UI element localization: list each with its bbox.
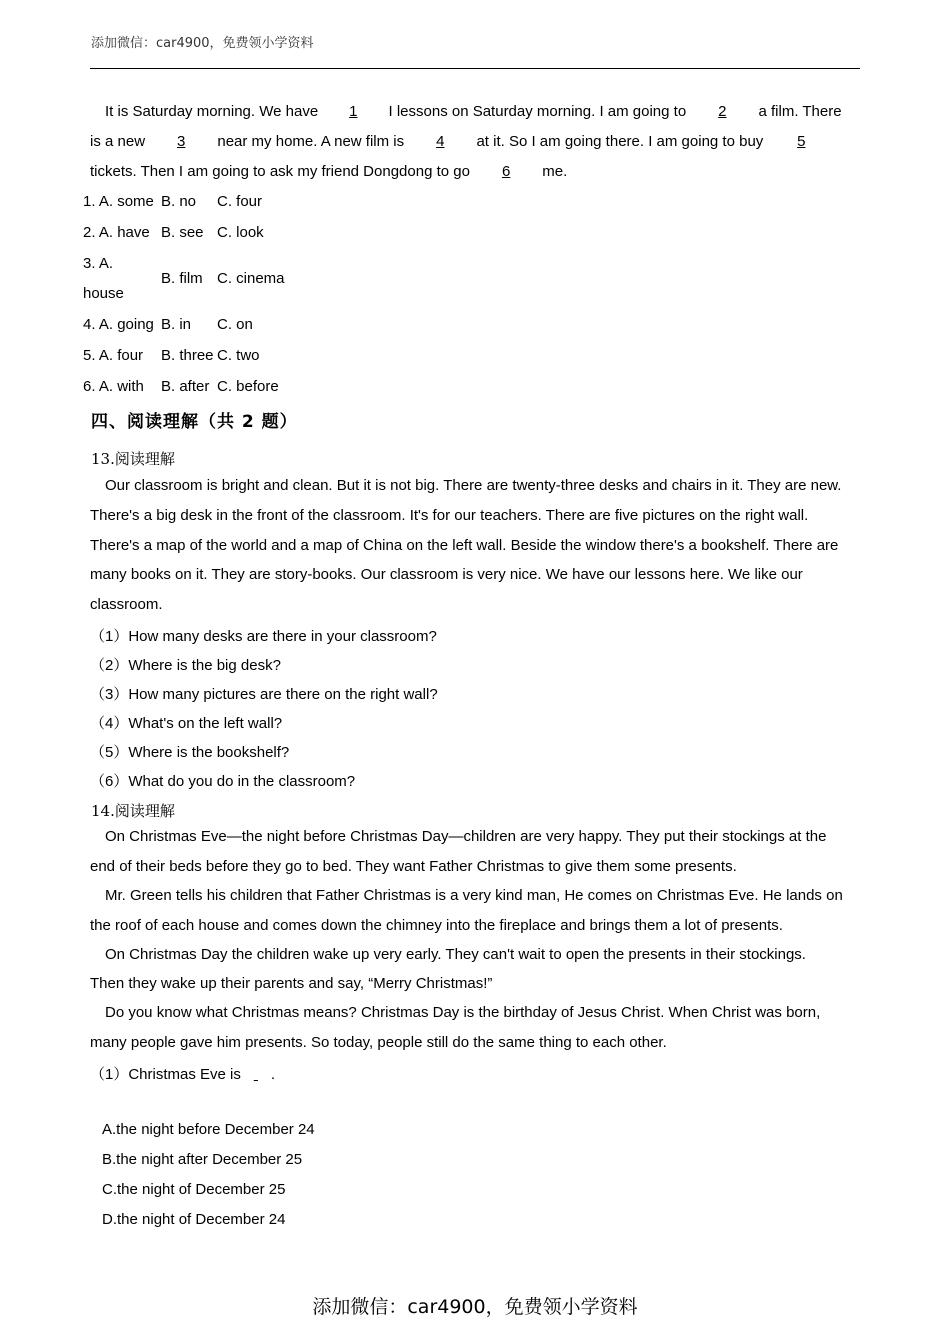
cloze-blank-3: 3 <box>177 133 186 150</box>
option-4-a: 4. A. going <box>83 316 154 333</box>
header-watermark: 添加微信：car4900，免费领小学资料 <box>91 36 314 51</box>
q14-choice-c: C.the night of December 25 <box>102 1181 286 1198</box>
q13-question: （6）What do you do in the classroom? <box>90 773 356 790</box>
option-3-c: C. cinema <box>217 270 285 287</box>
q14-question-1: （1）Christmas Eve is . <box>90 1066 276 1083</box>
option-2-a: 2. A. have <box>83 224 150 241</box>
q14-choice-a: A.the night before December 24 <box>102 1121 315 1138</box>
answer-blank <box>241 1066 271 1083</box>
q13-question: （4）What's on the left wall? <box>90 715 283 732</box>
q14-choice-d: D.the night of December 24 <box>102 1211 286 1228</box>
cloze-line-2: is a new 3 near my home. A new film is 4 at it. So I am going there. I am going to buy 5 <box>90 133 806 150</box>
header-divider <box>90 68 860 69</box>
cloze-line-3: tickets. Then I am going to ask my friend Dongdong to go 6 me. <box>90 163 568 180</box>
option-3-a-cont: house <box>83 285 124 302</box>
q14-passage-line: On Christmas Eve—the night before Christmas Day—children are very happy. They put their stockings at the <box>105 828 827 845</box>
option-3-a: 3. A. <box>83 255 114 272</box>
option-1-c: C. four <box>217 193 263 210</box>
q14-passage-line: end of their beds before they go to bed. They want Father Christmas to give them some presents. <box>90 858 737 875</box>
section-title: 四、阅读理解（共 2 题） <box>91 412 298 432</box>
q13-passage-line: Our classroom is bright and clean. But it is not big. There are twenty-three desks and chairs in it. They are new. <box>105 477 842 494</box>
option-1-a: 1. A. some <box>83 193 154 210</box>
cloze-blank-5: 5 <box>797 133 806 150</box>
q13-question: （5）Where is the bookshelf? <box>90 744 290 761</box>
question-14-label: 14.阅读理解 <box>91 802 175 820</box>
option-5-a: 5. A. four <box>83 347 144 364</box>
q13-question: （1）How many desks are there in your classroom? <box>90 628 437 645</box>
option-2-c: C. look <box>217 224 264 241</box>
option-5-c: C. two <box>217 347 260 364</box>
q13-passage-line: There's a map of the world and a map of China on the left wall. Beside the window there's a bookshelf. There are <box>90 537 839 554</box>
option-3-b: B. film <box>161 270 203 287</box>
option-6-b: B. after <box>161 378 210 395</box>
q14-passage-line: the roof of each house and comes down the chimney into the fireplace and brings them a lot of presents. <box>90 917 783 934</box>
q14-passage-line: many people gave him presents. So today, people still do the same thing to each other. <box>90 1034 667 1051</box>
footer-watermark: 添加微信：car4900，免费领小学资料 <box>312 1296 638 1318</box>
q13-question: （2）Where is the big desk? <box>90 657 281 674</box>
q14-passage-line: Then they wake up their parents and say, “Merry Christmas!” <box>90 975 493 992</box>
option-4-c: C. on <box>217 316 253 333</box>
question-13-label: 13.阅读理解 <box>91 450 175 468</box>
q13-passage-line: classroom. <box>90 596 163 613</box>
option-6-a: 6. A. with <box>83 378 144 395</box>
option-6-c: C. before <box>217 378 279 395</box>
cloze-line-1: It is Saturday morning. We have 1 I lessons on Saturday morning. I am going to 2 a film. There <box>105 103 842 120</box>
cloze-blank-2: 2 <box>718 103 727 120</box>
q14-passage-line: Mr. Green tells his children that Father Christmas is a very kind man, He comes on Christmas Eve. He lands on <box>105 887 843 904</box>
option-2-b: B. see <box>161 224 204 241</box>
option-1-b: B. no <box>161 193 197 210</box>
cloze-blank-1: 1 <box>349 103 358 120</box>
q13-passage-line: There's a big desk in the front of the classroom. It's for our teachers. There are five pictures on the right wall. <box>90 507 809 524</box>
q14-passage-line: Do you know what Christmas means? Christmas Day is the birthday of Jesus Christ. When Christ was born, <box>105 1004 821 1021</box>
option-4-b: B. in <box>161 316 192 333</box>
option-5-b: B. three <box>161 347 214 364</box>
q14-passage-line: On Christmas Day the children wake up very early. They can't wait to open the presents in their stockings. <box>105 946 806 963</box>
q13-question: （3）How many pictures are there on the right wall? <box>90 686 438 703</box>
cloze-blank-4: 4 <box>436 133 445 150</box>
q13-passage-line: many books on it. They are story-books. Our classroom is very nice. We have our lessons here. We like our <box>90 566 803 583</box>
q14-choice-b: B.the night after December 25 <box>102 1151 303 1168</box>
cloze-blank-6: 6 <box>501 163 511 180</box>
